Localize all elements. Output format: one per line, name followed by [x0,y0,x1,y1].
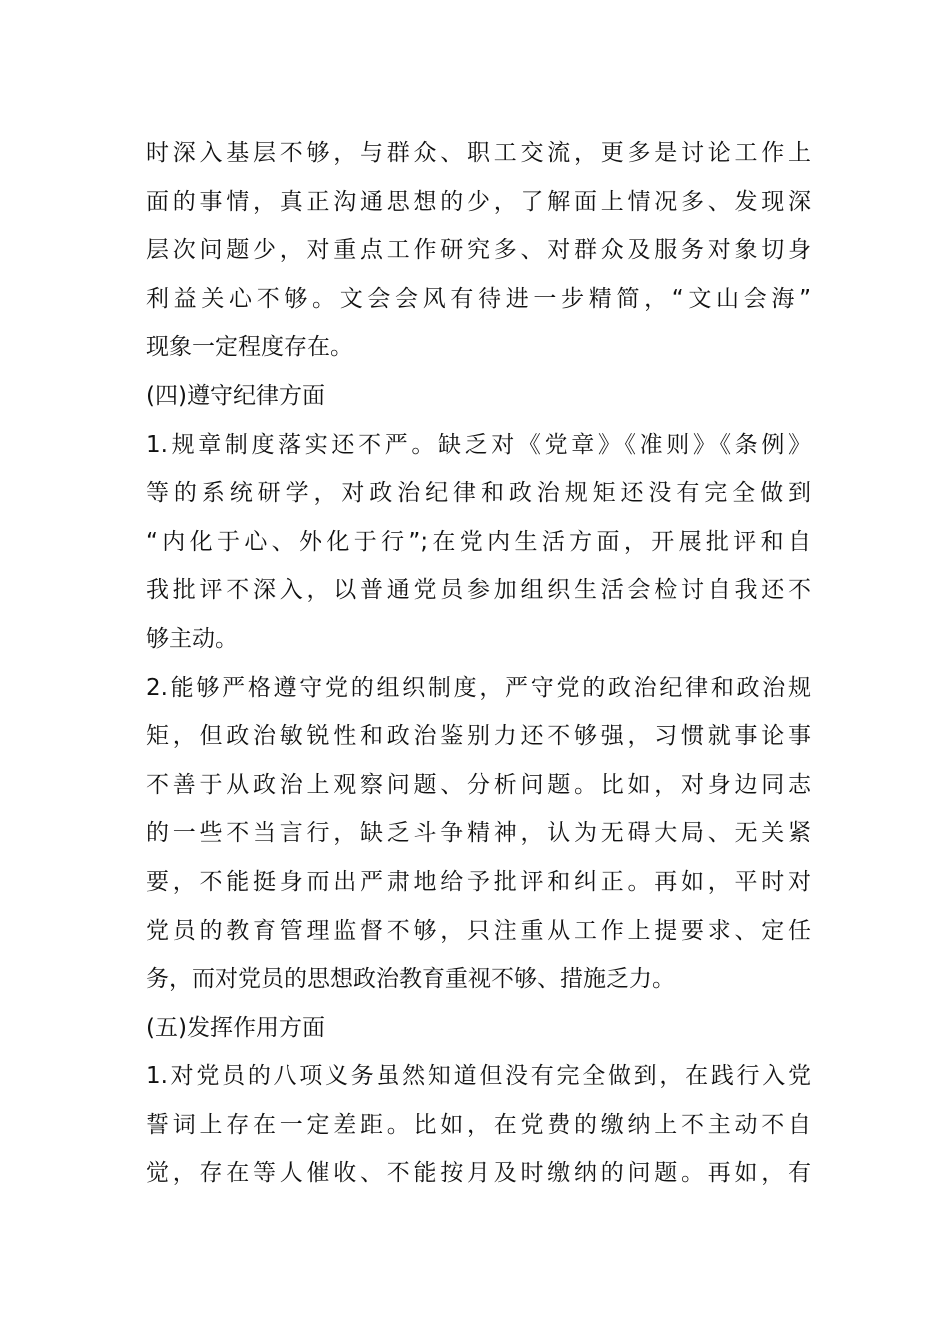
paragraph-line: 1.对党员的八项义务虽然知道但没有完全做到，在践行入党 [146,1063,811,1090]
paragraph-line: “内化于心、外化于行”;在党内生活方面，开展批评和自 [146,528,811,555]
document-body [146,129,811,1198]
paragraph-line: 够主动。 [146,625,238,652]
paragraph-line: 层次问题少，对重点工作研究多、对群众及服务对象切身 [146,237,811,264]
paragraph-line: 面的事情，真正沟通思想的少，了解面上情况多、发现深 [146,188,811,215]
paragraph-line: 等的系统研学，对政治纪律和政治规矩还没有完全做到 [146,480,811,507]
section-heading: (四)遵守纪律方面 [146,382,325,409]
paragraph-line: 务，而对党员的思想政治教育重视不够、措施乏力。 [146,966,675,993]
section-heading: (五)发挥作用方面 [146,1014,325,1041]
paragraph-line: 党员的教育管理监督不够，只注重从工作上提要求、定任 [146,917,811,944]
paragraph-line: 要，不能挺身而出严肃地给予批评和纠正。再如，平时对 [146,868,811,895]
paragraph-line: 1.规章制度落实还不严。缺乏对《党章》《准则》《条例》 [146,431,811,458]
paragraph-line: 矩，但政治敏锐性和政治鉴别力还不够强，习惯就事论事 [146,723,811,750]
paragraph-line: 我批评不深入，以普通党员参加组织生活会检讨自我还不 [146,577,811,604]
paragraph-line: 2.能够严格遵守党的组织制度，严守党的政治纪律和政治规 [146,674,811,701]
paragraph-line: 现象一定程度存在。 [146,334,353,361]
paragraph-line: 的一些不当言行，缺乏斗争精神，认为无碍大局、无关紧 [146,820,811,847]
paragraph-line: 利益关心不够。文会会风有待进一步精简，“文山会海” [146,285,811,312]
paragraph-line: 觉，存在等人催收、不能按月及时缴纳的问题。再如，有 [146,1160,811,1187]
paragraph-line: 时深入基层不够，与群众、职工交流，更多是讨论工作上 [146,140,811,166]
paragraph-line: 誓词上存在一定差距。比如，在党费的缴纳上不主动不自 [146,1111,811,1138]
paragraph-line: 不善于从政治上观察问题、分析问题。比如，对身边同志 [146,771,811,798]
